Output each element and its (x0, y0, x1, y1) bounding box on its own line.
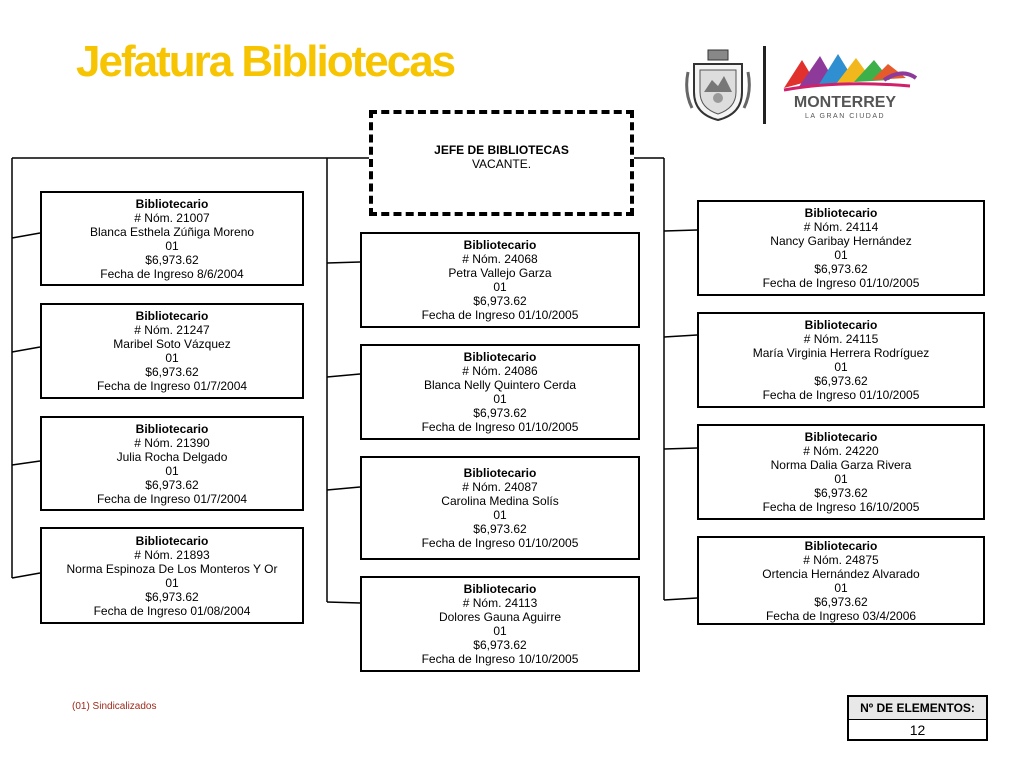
staff-role: Bibliotecario (804, 538, 878, 553)
staff-salary: $6,973.62 (145, 589, 199, 604)
staff-name: Julia Rocha Delgado (116, 449, 228, 464)
staff-salary: $6,973.62 (145, 365, 199, 379)
staff-number: # Nóm. 24115 (803, 332, 879, 346)
staff-number: # Nóm. 24113 (462, 596, 538, 610)
staff-name: Norma Dalia Garza Rivera (770, 458, 912, 472)
staff-number: # Nóm. 24875 (803, 552, 879, 567)
page-title: Jefatura Bibliotecas (76, 37, 455, 86)
staff-box (697, 536, 985, 625)
staff-salary: $6,973.62 (473, 522, 527, 536)
staff-box (360, 344, 640, 440)
staff-start-date: Fecha de Ingreso 01/10/2005 (421, 536, 579, 550)
staff-name: Blanca Nelly Quintero Cerda (423, 378, 577, 392)
staff-code: 01 (834, 248, 848, 262)
staff-role: Bibliotecario (463, 238, 537, 252)
staff-code: 01 (834, 360, 848, 374)
head-status: VACANTE. (471, 157, 532, 171)
staff-role: Bibliotecario (804, 318, 878, 332)
staff-number: # Nóm. 24220 (803, 444, 879, 458)
staff-salary: $6,973.62 (145, 252, 199, 267)
staff-name: Norma Espinoza De Los Monteros Y Or (66, 561, 278, 576)
staff-role: Bibliotecario (804, 206, 878, 220)
staff-box (360, 576, 640, 672)
staff-box (40, 303, 304, 399)
staff-role: Bibliotecario (135, 421, 209, 436)
staff-name: Petra Vallejo Garza (448, 266, 552, 280)
staff-start-date: Fecha de Ingreso 10/10/2005 (421, 652, 579, 666)
staff-role: Bibliotecario (135, 309, 209, 323)
staff-start-date: Fecha de Ingreso 01/08/2004 (93, 603, 251, 618)
staff-name: Nancy Garibay Hernández (770, 234, 912, 248)
staff-salary: $6,973.62 (814, 374, 868, 388)
staff-box (697, 424, 985, 520)
staff-salary: $6,973.62 (814, 594, 868, 609)
staff-number: # Nóm. 21893 (134, 547, 210, 562)
staff-salary: $6,973.62 (473, 294, 527, 308)
staff-start-date: Fecha de Ingreso 01/10/2005 (762, 388, 920, 402)
staff-name: Maribel Soto Vázquez (113, 337, 231, 351)
logo-name: MONTERREY (793, 94, 897, 111)
staff-code: 01 (165, 575, 179, 590)
staff-box (360, 232, 640, 328)
staff-code: 01 (834, 580, 848, 595)
staff-salary: $6,973.62 (814, 486, 868, 500)
staff-number: # Nóm. 21247 (134, 323, 210, 337)
staff-number: # Nóm. 21007 (134, 210, 210, 225)
staff-code: 01 (493, 624, 507, 638)
staff-code: 01 (493, 392, 507, 406)
staff-role: Bibliotecario (804, 430, 878, 444)
element-count-value: 12 (909, 722, 926, 738)
staff-number: # Nóm. 24086 (462, 364, 538, 378)
staff-number: # Nóm. 24114 (803, 220, 879, 234)
staff-role: Bibliotecario (135, 533, 209, 548)
staff-start-date: Fecha de Ingreso 01/10/2005 (762, 276, 920, 290)
staff-salary: $6,973.62 (145, 477, 199, 492)
staff-box (697, 312, 985, 408)
staff-number: # Nóm. 24068 (462, 252, 538, 266)
staff-salary: $6,973.62 (473, 638, 527, 652)
logo-tagline: LA GRAN CIUDAD (804, 113, 886, 120)
staff-number: # Nóm. 21390 (134, 435, 210, 450)
head-position-box (369, 110, 634, 216)
staff-start-date: Fecha de Ingreso 01/7/2004 (96, 379, 248, 393)
head-role: JEFE DE BIBLIOTECAS (434, 143, 569, 157)
staff-name: Dolores Gauna Aguirre (438, 610, 562, 624)
staff-start-date: Fecha de Ingreso 8/6/2004 (100, 266, 244, 281)
staff-code: 01 (165, 351, 179, 365)
staff-box (40, 416, 304, 511)
staff-code: 01 (493, 280, 507, 294)
element-count-label: Nº DE ELEMENTOS: (849, 697, 986, 720)
staff-name: Blanca Esthela Zúñiga Moreno (89, 224, 255, 239)
staff-start-date: Fecha de Ingreso 01/10/2005 (421, 420, 579, 434)
staff-role: Bibliotecario (463, 350, 537, 364)
staff-name: María Virginia Herrera Rodríguez (752, 346, 930, 360)
staff-role: Bibliotecario (463, 582, 537, 596)
staff-code: 01 (165, 463, 179, 478)
staff-box (40, 527, 304, 624)
staff-salary: $6,973.62 (473, 406, 527, 420)
staff-start-date: Fecha de Ingreso 03/4/2006 (765, 608, 917, 623)
staff-code: 01 (493, 508, 507, 522)
staff-name: Ortencia Hernández Alvarado (762, 566, 920, 581)
footnote: (01) Sindicalizados (72, 701, 157, 712)
staff-role: Bibliotecario (463, 466, 537, 480)
staff-role: Bibliotecario (135, 196, 209, 211)
staff-start-date: Fecha de Ingreso 01/7/2004 (96, 491, 248, 506)
staff-name: Carolina Medina Solís (441, 494, 559, 508)
staff-code: 01 (834, 472, 848, 486)
staff-code: 01 (165, 238, 179, 253)
staff-box (697, 200, 985, 296)
element-count-box (847, 695, 988, 741)
staff-box (360, 456, 640, 560)
staff-start-date: Fecha de Ingreso 16/10/2005 (762, 500, 920, 514)
staff-salary: $6,973.62 (814, 262, 868, 276)
staff-start-date: Fecha de Ingreso 01/10/2005 (421, 308, 579, 322)
staff-box (40, 191, 304, 286)
staff-number: # Nóm. 24087 (462, 480, 538, 494)
